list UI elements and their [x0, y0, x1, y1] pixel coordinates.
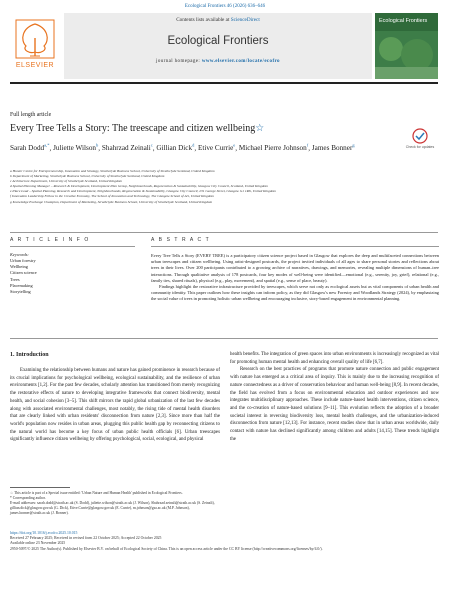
doi-link[interactable]: https://doi.org/10.1016/j.ecofro.2025.10.015 [10, 531, 78, 535]
affiliation: c Architecture Department, University of Strathclyde Scotland, United Kingdom [10, 179, 123, 184]
affiliation: g Knowledge Exchange Champion, Department of Marketing, Strathclyde Business School, University of Strathclyde Scotland, United Kingdom [10, 199, 213, 204]
abstract-paragraph: Findings highlight the restorative infrastructure provided by treescapes, which serve not only as ecological assets but as vital components of urban health and community identity. This paper outlines how these insights can inform policy, as they did Glasgow's new Forestry and Woodlands Strategy (2024), by emphasizing the social value of trees in promoting holistic urban wellbeing and encouraging inclusive, story-based engagement in environmental planning. [151, 284, 439, 302]
elsevier-wordmark: ELSEVIER [15, 62, 55, 69]
body-paragraph: health benefits. The integration of green spaces into urban environments is increasingly recognized as vital for promoting human mental health and enhancing overall quality of life [6,7]. [230, 352, 439, 365]
affiliation: e Place Lead – Spatial Planning, Research and Development, Neighbourhoods, Regeneration & Sustainability, Glasgow City Council, 231 George Street, Glasgow G1 1RX, United Kingdom [10, 189, 276, 194]
keyword: Trees [10, 276, 20, 282]
affiliation: a Hunter Centre for Entrepreneurship, Innovation and Strategy, Strathclyde Business School, University of Strathclyde Scotland, United Kingdom [10, 169, 215, 173]
journal-cover [375, 13, 438, 79]
homepage-link[interactable]: www.elsevier.com/locate/ecofro [201, 59, 280, 64]
keyword: Citizen science [10, 270, 37, 276]
footnote: * Corresponding author. [10, 496, 46, 500]
abstract-bottom-rule [10, 338, 438, 339]
section-rule [10, 232, 438, 233]
keyword: Storytelling [10, 289, 31, 295]
journal-title: Ecological Frontiers [167, 35, 269, 47]
homepage-prefix: journal homepage: [156, 59, 202, 64]
article-title [10, 123, 264, 134]
author[interactable] [10, 144, 50, 152]
footnote: ☆ This article is part of a Special issue entitled: 'Urban Nature and Human Health' published in Ecological Frontiers. [10, 491, 183, 495]
sciencedirect-link[interactable]: ScienceDirect [230, 17, 260, 23]
author[interactable] [239, 144, 308, 152]
keyword: Wellbeing [10, 264, 28, 270]
body-paragraph: Examining the relationship between humans and nature has gained prominence in research because of its crucial implications for psychological wellbeing, ecological sustainability, and the resilience of urban environments [1,2]. For the past few decades, scholarly attention has transitioned from merely recognizing the restorative effects of nature to developing integrative frameworks that connect biodiversity, mental health, and social cohesion [3–5]. This shift mirrors the rapid global urbanization of the last few decades along with associated environmental challenges, most notably, the rising tide of mental health disorders that are clearly linked with urban residents' disconnection from nature [2,3]. Since more than half the world's population now resides in urban areas, plugging this public health gap by reconnecting citizens to the natural world has become a key focus of urban public health officials [6]. Urban treescapes significantly influence citizen wellbeing by offering psychological, social, ecological, and physical [10, 368, 220, 443]
cover-landscape-icon [375, 31, 438, 79]
author-sup[interactable]: d [192, 143, 195, 148]
keywords-label: Keywords: [10, 252, 29, 257]
author-sup[interactable]: c [150, 143, 153, 148]
footnote-emails[interactable]: E-mail addresses: sarah.dodd@strath.ac.uk (S. Dodd), juliette.wilson@strath.ac.uk (J. Wilson), Shahrzad.zeinali@strath.ac.uk (S. Zeinali), gillian.dick@glasgow.gov.uk (G. Dick), Etive.Currie@glasgow.gov.uk (E. Currie), m.johnson@gsa.ac.uk (M.P. Johnson), james.bonner@strath.ac.uk (J. Bonner). [10, 501, 215, 515]
affiliation: f Innovation Leadership Fellow in the Creative Economy, The School of Innovation and Technology, The Glasgow School of Art, United Kingdom [10, 194, 214, 199]
author-name: James Bonner [311, 144, 353, 153]
license-statement[interactable]: 2950-5097/© 2025 The Author(s). Published by Elsevier B.V. on behalf of Ecological Society of China. This is an open access article under the CC BY license (http://creativecommons.org/licenses/by/4.0/). [10, 546, 323, 551]
keyword-list [10, 258, 37, 295]
author-sup[interactable]: g [352, 143, 355, 148]
header-rule [10, 82, 438, 84]
contents-prefix: Contents lists available at [176, 17, 231, 23]
author[interactable] [156, 144, 194, 152]
journal-reference[interactable]: Ecological Frontiers 46 (2026) 636–646 [184, 4, 266, 9]
info-rule [10, 246, 135, 247]
abstract-paragraph: Every Tree Tells a Story (EVERY TREE) is a participatory citizen science project based in Glasgow that explores the deep and multifaceted connections between urban treescapes and citizen wellbeing. Using artist-designed postcards, the project invited individuals of all ages to share personal stories and reflections about trees in their lives. Over 200 participants contributed to a growing archive of narratives, drawings, and memories, revealing multiple dimensions of human–tree interactions. Through qualitative analysis of 178 postcards, four key modes of well-being were identified—emotional (e.g., serenity, joy, grief), relational (e.g., family ties, shared rituals), physical (e.g., play, movement), and spatial (e.g., sense of place, beauty). [151, 253, 439, 283]
author-sup[interactable]: f [306, 143, 309, 148]
article-history: Received 27 February 2025; Received in revised form 22 October 2025; Accepted 22 October 2025 [10, 536, 162, 541]
elsevier-logo [10, 18, 60, 74]
article-info-heading: A R T I C L E I N F O [10, 237, 90, 243]
author[interactable] [198, 144, 235, 152]
author-name: Shahrzad Zeinali [101, 144, 151, 153]
affiliation: d Spatial Planning Manager – Research & Development, Development Plan Group, Neighbourhoods, Regeneration & Sustainability, Glasgow City Council, Scotland, United Kingdom [10, 184, 268, 189]
author[interactable] [312, 144, 355, 152]
abstract-rule [151, 246, 439, 247]
abstract-body [151, 253, 439, 303]
author-name: Michael Pierre Johnson [238, 144, 307, 153]
author-sup[interactable]: e [233, 143, 236, 148]
author-list: Sarah Dodd$^{a,*}$, Juliette Wilson$^b$, Shahrzad Zeinali$^c$, Gillian Dick$^d$, Etive Currie$^e$, Michael Pierre Johnson$^f$, James Bonner$^g$ [10, 143, 355, 153]
body-column-left [10, 367, 220, 444]
keyword: Placemaking [10, 282, 33, 288]
check-for-updates-badge[interactable] [405, 127, 435, 151]
author-sup[interactable]: a,* [44, 143, 50, 148]
footnotes [10, 491, 220, 516]
author[interactable] [102, 144, 153, 152]
title-text: Every Tree Tells a Story: The treescape and citizen wellbeing [10, 123, 256, 134]
author-sup[interactable]: b [96, 143, 99, 148]
author-name: Juliette Wilson [53, 144, 97, 153]
affiliations [10, 169, 430, 205]
affiliation: b Department of Marketing, Strathclyde Business School, University of Strathclyde Scotland, United Kingdom [10, 174, 165, 179]
available-online: Available online 23 November 2025 [10, 541, 66, 546]
homepage-line [64, 59, 372, 64]
author[interactable] [53, 144, 98, 152]
author-name: Gillian Dick [156, 144, 193, 153]
crossmark-icon [405, 127, 435, 151]
svg-text:Check for updates: Check for updates [405, 145, 435, 149]
article-type: Full length article [10, 112, 52, 118]
footnote-rule [10, 487, 70, 488]
title-footnote-mark[interactable]: ☆ [255, 123, 265, 134]
cover-title: Ecological Frontiers [379, 18, 428, 24]
abstract-heading: A B S T R A C T [151, 237, 211, 243]
contents-line [64, 17, 372, 23]
doi-block [10, 531, 438, 552]
body-column-right [230, 351, 439, 443]
body-paragraph: Research on the best practices of programs that promote nature connection and public engagement with nature has emerged as a critical area of inquiry. This is mainly due to the increasing recognition of nature connectedness as a driver of conservation behaviour and human well-being [8,9]. In recent decades, the field has evolved from a focus on environmental education and outdoor experiences and now integrates multidisciplinary approaches. These include nature-based health interventions, citizen science, and the co-creation of nature-based solutions [9–11]. This evolution reflects the adoption of a broader societal interest in reversing biodiversity loss, mental health challenges, and the urbanization-induced disconnection from nature [12,13]. For instance, recent studies show that in urban areas worldwide, daily contact with nature has declined significantly among children and adults [14,15]. These trends highlight the [230, 367, 439, 442]
introduction-heading: 1. Introduction [10, 352, 49, 358]
author-name: Sarah Dodd [10, 144, 45, 153]
keyword: Urban forestry [10, 258, 36, 263]
author-name: Etive Currie [197, 144, 234, 153]
journal-header [64, 13, 372, 79]
